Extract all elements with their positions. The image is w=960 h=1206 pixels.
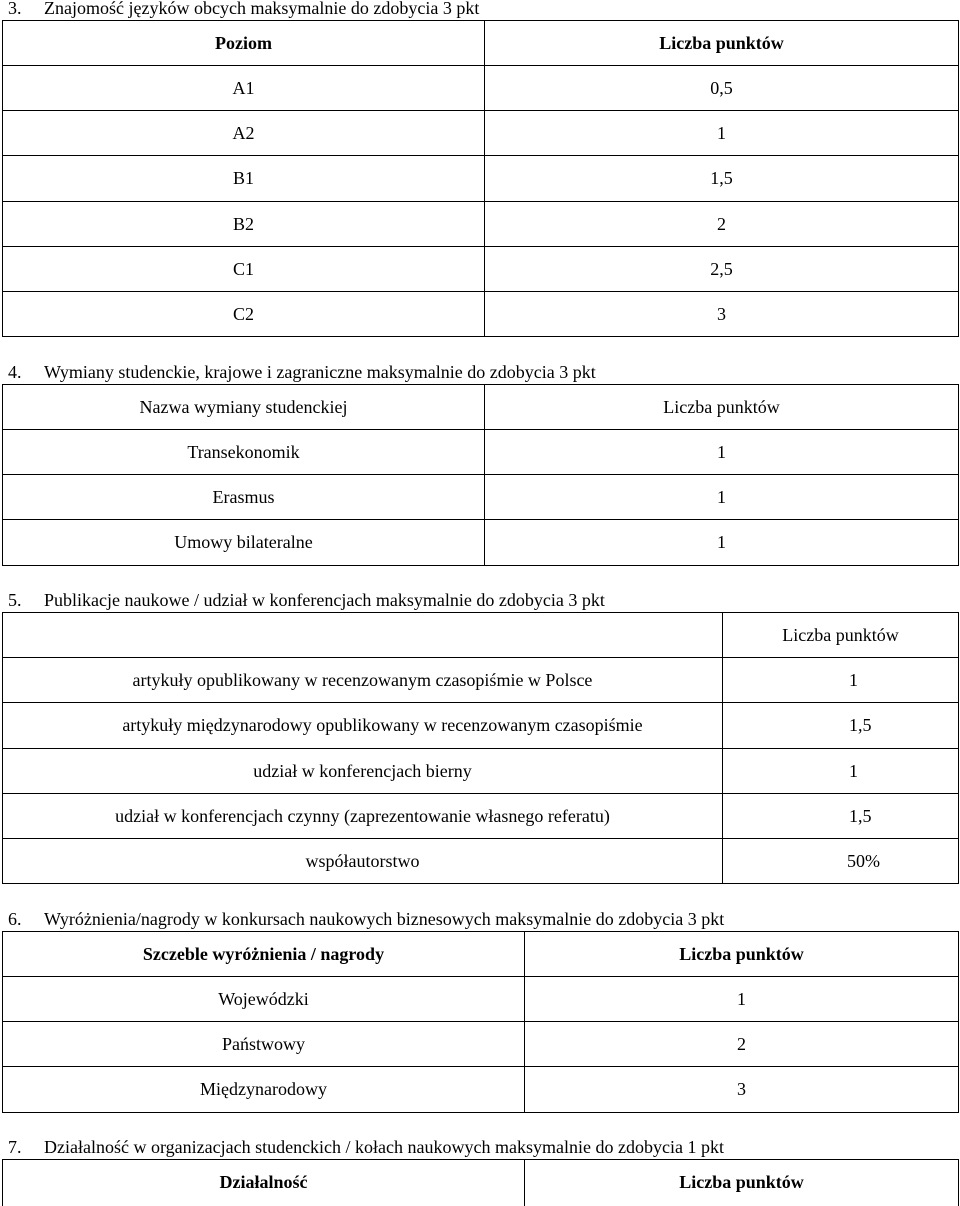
table-cell: artykuły międzynarodowy opublikowany w recenzowanym czasopiśmie [3, 703, 723, 749]
table-cell: 1,5 [485, 156, 959, 202]
table-cell: Transekonomik [3, 430, 485, 475]
column-header: Liczba punktów [485, 385, 959, 430]
table-cell: współautorstwo [3, 839, 723, 884]
awards-table [2, 931, 959, 1113]
section-number: 7. [8, 1137, 22, 1157]
column-header: Działalność [3, 1160, 525, 1206]
column-header: Nazwa wymiany studenckiej [3, 385, 485, 430]
section-number: 5. [8, 590, 22, 610]
section-4-heading [0, 361, 596, 383]
table-cell: 2 [485, 202, 959, 247]
column-header-empty [3, 613, 723, 658]
table-cell: 2 [525, 1022, 959, 1067]
section-title: Publikacje naukowe / udział w konferencjach maksymalnie do zdobycia 3 pkt [44, 590, 605, 610]
publications-table [2, 612, 959, 884]
column-header: Liczba punktów [525, 932, 959, 977]
column-header: Liczba punktów [723, 613, 959, 658]
activity-table [2, 1159, 959, 1206]
table-cell: 1 [485, 475, 959, 520]
table-cell: Wojewódzki [3, 977, 525, 1022]
exchange-table [2, 384, 959, 566]
table-cell: Międzynarodowy [3, 1067, 525, 1113]
column-header: Liczba punktów [525, 1160, 959, 1206]
table-cell: 1 [485, 520, 959, 566]
section-title: Wyróżnienia/nagrody w konkursach naukowych biznesowych maksymalnie do zdobycia 3 pkt [44, 909, 725, 929]
table-cell: 1,5 [723, 794, 959, 839]
table-cell: B2 [3, 202, 485, 247]
table-cell: Państwowy [3, 1022, 525, 1067]
section-title: Znajomość języków obcych maksymalnie do zdobycia 3 pkt [44, 0, 480, 18]
table-cell: C2 [3, 292, 485, 337]
table-cell: 50% [723, 839, 959, 884]
table-cell: 1 [525, 977, 959, 1022]
table-cell: artykuły opublikowany w recenzowanym czasopiśmie w Polsce [3, 658, 723, 703]
table-cell: 1 [723, 749, 959, 794]
table-cell: A2 [3, 111, 485, 156]
table-cell: B1 [3, 156, 485, 202]
table-cell: Umowy bilateralne [3, 520, 485, 566]
table-cell: 1 [485, 430, 959, 475]
table-cell: 3 [485, 292, 959, 337]
section-number: 3. [8, 0, 22, 18]
table-cell: C1 [3, 247, 485, 292]
section-5-heading [0, 589, 605, 611]
section-number: 4. [8, 362, 22, 382]
column-header: Szczeble wyróżnienia / nagrody [3, 932, 525, 977]
table-cell: 1 [485, 111, 959, 156]
table-cell: udział w konferencjach bierny [3, 749, 723, 794]
column-header: Poziom [3, 21, 485, 66]
table-cell: 0,5 [485, 66, 959, 111]
column-header: Liczba punktów [485, 21, 959, 66]
section-number: 6. [8, 909, 22, 929]
section-title: Wymiany studenckie, krajowe i zagraniczne maksymalnie do zdobycia 3 pkt [44, 362, 596, 382]
table-cell: A1 [3, 66, 485, 111]
language-table [2, 20, 959, 337]
table-cell: Erasmus [3, 475, 485, 520]
section-3-heading [0, 0, 479, 19]
table-cell: 1 [723, 658, 959, 703]
section-7-heading [0, 1136, 724, 1158]
section-6-heading [0, 908, 724, 930]
table-cell: 3 [525, 1067, 959, 1113]
table-cell: udział w konferencjach czynny (zaprezentowanie własnego referatu) [3, 794, 723, 839]
table-cell: 1,5 [723, 703, 959, 749]
table-cell: 2,5 [485, 247, 959, 292]
section-title: Działalność w organizacjach studenckich / kołach naukowych maksymalnie do zdobycia 1 pkt [44, 1137, 724, 1157]
